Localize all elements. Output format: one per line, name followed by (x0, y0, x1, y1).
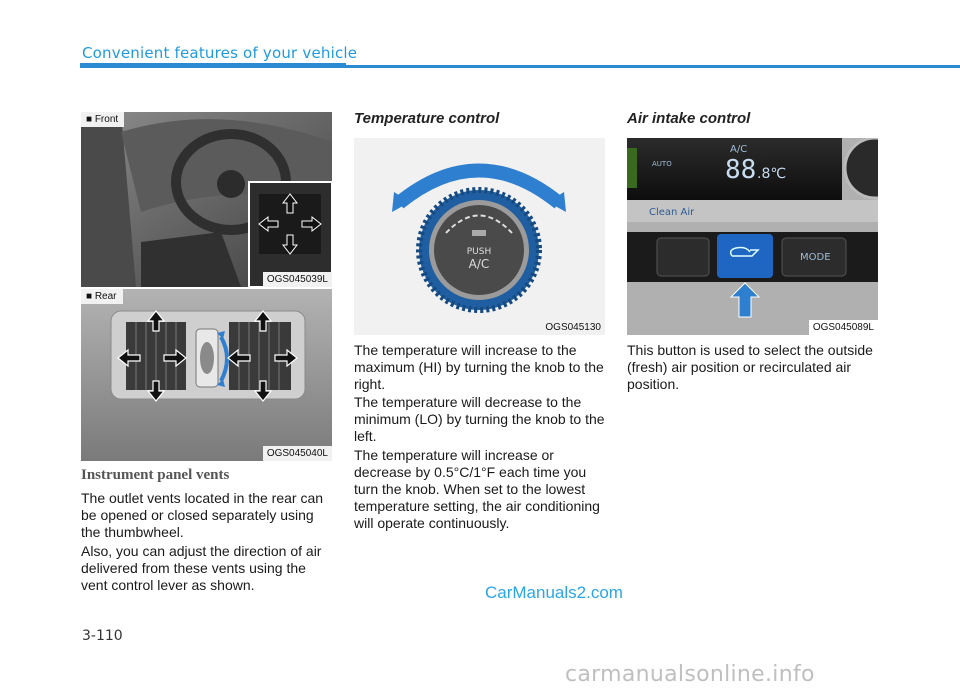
temperature-knob-photo (354, 138, 605, 335)
rear-figure-code: OGS045040L (263, 446, 332, 461)
vents-paragraph-1: The outlet vents located in the rear can be opened or closed separately using the thumbwheel. (81, 490, 324, 540)
rear-tag: ■ Rear (81, 289, 123, 304)
display-auto: AUTO (652, 160, 672, 168)
knob-push-label: PUSH (466, 247, 492, 257)
footer-watermark: carmanualsonline.info (565, 662, 815, 687)
carmanuals-watermark: CarManuals2.com (485, 583, 623, 602)
temperature-figure-code: OGS045130 (541, 320, 605, 335)
temperature-paragraph-3: The temperature will increase or decrease by 0.5°C/1°F each time you turn the knob. When set to the lowest temperature setting, the air conditioning will operate continuously. (354, 447, 600, 531)
clean-air-label: Clean Air (649, 207, 695, 218)
rear-vent-illustration (81, 289, 332, 461)
air-intake-illustration (627, 138, 878, 335)
front-dashboard-illustration (81, 112, 332, 287)
display-ac: A/C (730, 144, 748, 155)
display-temp: 88 (725, 155, 757, 185)
air-intake-photo (627, 138, 878, 335)
front-figure-code: OGS045039L (263, 272, 332, 287)
mode-label: MODE (800, 252, 831, 263)
air-intake-title: Air intake control (627, 110, 751, 127)
front-vent-photo (81, 112, 332, 287)
air-intake-paragraph: This button is used to select the outside (fresh) air position or recirculated air position. (627, 342, 873, 392)
front-tag: ■ Front (81, 112, 124, 127)
display-unit: .8℃ (757, 166, 787, 182)
header-title: Convenient features of your vehicle (82, 44, 358, 62)
temperature-knob-illustration (354, 138, 605, 335)
header-rule (80, 65, 960, 68)
air-intake-figure-code: OGS045089L (809, 320, 878, 335)
page-number: 3-110 (82, 628, 123, 644)
temperature-title: Temperature control (354, 110, 500, 127)
knob-ac-label: A/C (468, 257, 490, 271)
vents-paragraph-2: Also, you can adjust the direction of air delivered from these vents using the vent control lever as shown. (81, 543, 322, 593)
temperature-paragraph-1: The temperature will increase to the maximum (HI) by turning the knob to the right. (354, 342, 604, 392)
rear-vent-photo (81, 289, 332, 461)
temperature-paragraph-2: The temperature will decrease to the minimum (LO) by turning the knob to the left. (354, 394, 605, 444)
vents-subtitle: Instrument panel vents (81, 467, 230, 483)
